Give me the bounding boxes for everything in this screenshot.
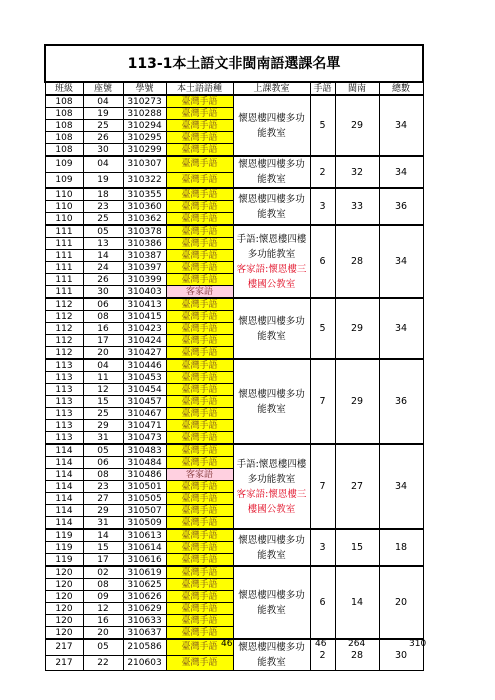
student-id-cell: 210586 xyxy=(123,639,166,655)
student-id-cell: 310505 xyxy=(123,493,166,505)
classroom-line: 手語:懷恩樓四樓多功能教室 xyxy=(236,458,307,485)
language-cell: 臺灣手語 xyxy=(166,408,233,420)
language-cell: 臺灣手語 xyxy=(166,554,233,567)
language-cell: 臺灣手語 xyxy=(166,591,233,603)
language-cell: 臺灣手語 xyxy=(166,188,233,201)
class-cell: 113 xyxy=(45,372,83,384)
student-id-cell: 310424 xyxy=(123,335,166,347)
minnan-count-cell: 29 xyxy=(335,298,379,359)
minnan-count-cell: 29 xyxy=(335,359,379,444)
class-cell: 120 xyxy=(45,566,83,579)
sign-count-cell: 7 xyxy=(310,444,335,529)
seat-cell: 09 xyxy=(83,591,123,603)
student-id-cell: 310483 xyxy=(123,444,166,457)
seat-cell: 11 xyxy=(83,372,123,384)
hakka-classroom-line: 客家語:懷恩樓三樓國公教室 xyxy=(236,263,307,290)
seat-cell: 29 xyxy=(83,420,123,432)
student-id-cell: 310397 xyxy=(123,262,166,274)
student-id-cell: 310294 xyxy=(123,120,166,132)
header-minnan: 閩南 xyxy=(335,82,379,95)
language-cell: 臺灣手語 xyxy=(166,517,233,530)
seat-cell: 31 xyxy=(83,432,123,445)
student-id-cell: 310629 xyxy=(123,603,166,615)
student-id-cell: 210603 xyxy=(123,655,166,670)
seat-cell: 19 xyxy=(83,108,123,120)
language-cell: 臺灣手語 xyxy=(166,262,233,274)
class-cell: 108 xyxy=(45,132,83,144)
total-sign: 46 xyxy=(315,639,327,649)
class-cell: 112 xyxy=(45,335,83,347)
class-cell: 119 xyxy=(45,542,83,554)
total-all: 310 xyxy=(409,639,427,649)
class-cell: 111 xyxy=(45,250,83,262)
class-cell: 110 xyxy=(45,201,83,213)
language-cell: 臺灣手語 xyxy=(166,225,233,238)
classroom-cell xyxy=(233,156,310,188)
student-id-cell: 310362 xyxy=(123,213,166,226)
table-row xyxy=(45,188,423,201)
total-count: 46 xyxy=(221,639,233,649)
class-cell: 108 xyxy=(45,120,83,132)
language-cell: 臺灣手語 xyxy=(166,432,233,445)
student-id-cell: 310633 xyxy=(123,615,166,627)
seat-cell: 30 xyxy=(83,286,123,299)
student-id-cell: 310637 xyxy=(123,627,166,640)
student-id-cell: 310471 xyxy=(123,420,166,432)
totals-row xyxy=(0,639,495,653)
classroom-cell xyxy=(233,225,310,298)
sign-count-cell: 2 xyxy=(310,639,335,671)
class-cell: 120 xyxy=(45,627,83,640)
student-id-cell: 310484 xyxy=(123,457,166,469)
student-id-cell: 310446 xyxy=(123,359,166,372)
seat-cell: 14 xyxy=(83,529,123,542)
class-cell: 111 xyxy=(45,238,83,250)
seat-cell: 08 xyxy=(83,311,123,323)
class-cell: 113 xyxy=(45,384,83,396)
seat-cell: 31 xyxy=(83,517,123,530)
total-minnan: 264 xyxy=(348,639,366,649)
language-cell: 臺灣手語 xyxy=(166,639,233,655)
total-count-cell: 34 xyxy=(379,298,423,359)
class-cell: 112 xyxy=(45,347,83,360)
seat-cell: 29 xyxy=(83,505,123,517)
classroom-line: 懷恩樓四樓多功能教室 xyxy=(238,193,305,220)
class-cell: 120 xyxy=(45,579,83,591)
student-id-cell: 310288 xyxy=(123,108,166,120)
language-cell: 臺灣手語 xyxy=(166,359,233,372)
seat-cell: 25 xyxy=(83,120,123,132)
language-cell: 臺灣手語 xyxy=(166,201,233,213)
student-id-cell: 310473 xyxy=(123,432,166,445)
header-sign-language: 手語 xyxy=(310,82,335,95)
student-id-cell: 310457 xyxy=(123,396,166,408)
language-cell: 臺灣手語 xyxy=(166,95,233,108)
classroom-line: 懷恩樓四樓多功能教室 xyxy=(238,315,305,342)
student-id-cell: 310360 xyxy=(123,201,166,213)
language-cell: 臺灣手語 xyxy=(166,493,233,505)
classroom-cell xyxy=(233,298,310,359)
seat-cell: 24 xyxy=(83,262,123,274)
student-id-cell: 310486 xyxy=(123,469,166,481)
class-cell: 113 xyxy=(45,408,83,420)
total-count-cell: 30 xyxy=(379,639,423,671)
language-cell: 客家語 xyxy=(166,469,233,481)
seat-cell: 15 xyxy=(83,396,123,408)
class-cell: 114 xyxy=(45,481,83,493)
classroom-line: 懷恩樓四樓多功能教室 xyxy=(238,534,305,561)
student-id-cell: 310273 xyxy=(123,95,166,108)
student-id-cell: 310453 xyxy=(123,372,166,384)
seat-cell: 26 xyxy=(83,274,123,286)
seat-cell: 22 xyxy=(83,655,123,670)
header-language: 本土語語種 xyxy=(166,82,233,95)
minnan-count-cell: 27 xyxy=(335,444,379,529)
class-cell: 120 xyxy=(45,615,83,627)
student-id-cell: 310299 xyxy=(123,144,166,157)
table-row xyxy=(45,444,423,457)
student-id-cell: 310509 xyxy=(123,517,166,530)
seat-cell: 05 xyxy=(83,639,123,655)
class-cell: 110 xyxy=(45,188,83,201)
minnan-count-cell: 29 xyxy=(335,95,379,156)
classroom-line: 懷恩樓四樓多功能教室 xyxy=(238,589,305,616)
classroom-cell xyxy=(233,188,310,225)
class-cell: 112 xyxy=(45,311,83,323)
class-cell: 108 xyxy=(45,95,83,108)
student-id-cell: 310626 xyxy=(123,591,166,603)
class-cell: 120 xyxy=(45,603,83,615)
total-count-cell: 34 xyxy=(379,225,423,298)
seat-cell: 27 xyxy=(83,493,123,505)
table-row xyxy=(45,225,423,238)
seat-cell: 04 xyxy=(83,156,123,172)
seat-cell: 19 xyxy=(83,172,123,188)
student-id-cell: 310322 xyxy=(123,172,166,188)
seat-cell: 12 xyxy=(83,384,123,396)
classroom-line: 懷恩樓四樓多功能教室 xyxy=(238,388,305,415)
class-cell: 111 xyxy=(45,262,83,274)
language-cell: 臺灣手語 xyxy=(166,505,233,517)
class-cell: 217 xyxy=(45,639,83,655)
language-cell: 臺灣手語 xyxy=(166,132,233,144)
student-id-cell: 310399 xyxy=(123,274,166,286)
class-cell: 114 xyxy=(45,469,83,481)
language-cell: 臺灣手語 xyxy=(166,420,233,432)
classroom-line: 懷恩樓四樓多功能教室 xyxy=(238,112,305,139)
seat-cell: 18 xyxy=(83,188,123,201)
language-cell: 客家語 xyxy=(166,286,233,299)
student-id-cell: 310501 xyxy=(123,481,166,493)
language-cell: 臺灣手語 xyxy=(166,384,233,396)
total-count-cell: 34 xyxy=(379,444,423,529)
seat-cell: 20 xyxy=(83,627,123,640)
classroom-cell xyxy=(233,359,310,444)
student-id-cell: 310386 xyxy=(123,238,166,250)
header-total: 總數 xyxy=(379,82,423,95)
language-cell: 臺灣手語 xyxy=(166,655,233,670)
class-cell: 113 xyxy=(45,359,83,372)
language-cell: 臺灣手語 xyxy=(166,172,233,188)
minnan-count-cell: 14 xyxy=(335,566,379,639)
seat-cell: 15 xyxy=(83,542,123,554)
seat-cell: 12 xyxy=(83,603,123,615)
language-cell: 臺灣手語 xyxy=(166,108,233,120)
seat-cell: 25 xyxy=(83,213,123,226)
language-cell: 臺灣手語 xyxy=(166,274,233,286)
class-cell: 217 xyxy=(45,655,83,670)
student-id-cell: 310295 xyxy=(123,132,166,144)
student-id-cell: 310387 xyxy=(123,250,166,262)
table-row xyxy=(45,156,423,172)
seat-cell: 05 xyxy=(83,444,123,457)
language-cell: 臺灣手語 xyxy=(166,396,233,408)
class-cell: 114 xyxy=(45,493,83,505)
class-cell: 119 xyxy=(45,554,83,567)
total-count-cell: 34 xyxy=(379,95,423,156)
sign-count-cell: 3 xyxy=(310,188,335,225)
header-student-id: 學號 xyxy=(123,82,166,95)
seat-cell: 26 xyxy=(83,132,123,144)
class-cell: 112 xyxy=(45,298,83,311)
minnan-count-cell: 32 xyxy=(335,156,379,188)
classroom-line: 手語:懷恩樓四樓多功能教室 xyxy=(236,233,307,260)
total-count-cell: 36 xyxy=(379,359,423,444)
student-id-cell: 310307 xyxy=(123,156,166,172)
seat-cell: 06 xyxy=(83,457,123,469)
seat-cell: 20 xyxy=(83,347,123,360)
language-cell: 臺灣手語 xyxy=(166,529,233,542)
seat-cell: 16 xyxy=(83,323,123,335)
sign-count-cell: 6 xyxy=(310,225,335,298)
sign-count-cell: 6 xyxy=(310,566,335,639)
class-cell: 111 xyxy=(45,274,83,286)
class-cell: 114 xyxy=(45,444,83,457)
language-cell: 臺灣手語 xyxy=(166,457,233,469)
seat-cell: 17 xyxy=(83,335,123,347)
table-row xyxy=(45,95,423,108)
language-cell: 臺灣手語 xyxy=(166,579,233,591)
class-cell: 111 xyxy=(45,286,83,299)
class-cell: 119 xyxy=(45,529,83,542)
class-cell: 114 xyxy=(45,505,83,517)
student-id-cell: 310625 xyxy=(123,579,166,591)
language-cell: 臺灣手語 xyxy=(166,323,233,335)
class-cell: 112 xyxy=(45,323,83,335)
language-cell: 臺灣手語 xyxy=(166,603,233,615)
language-cell: 臺灣手語 xyxy=(166,335,233,347)
header-row xyxy=(45,82,423,95)
student-id-cell: 310616 xyxy=(123,554,166,567)
sign-count-cell: 7 xyxy=(310,359,335,444)
header-classroom: 上課教室 xyxy=(233,82,310,95)
table-row xyxy=(45,298,423,311)
student-id-cell: 310423 xyxy=(123,323,166,335)
seat-cell: 02 xyxy=(83,566,123,579)
class-cell: 113 xyxy=(45,420,83,432)
student-id-cell: 310507 xyxy=(123,505,166,517)
course-selection-table xyxy=(44,44,427,671)
language-cell: 臺灣手語 xyxy=(166,481,233,493)
sign-count-cell: 2 xyxy=(310,156,335,188)
total-count-cell: 34 xyxy=(379,156,423,188)
table-row xyxy=(45,359,423,372)
language-cell: 臺灣手語 xyxy=(166,120,233,132)
class-cell: 114 xyxy=(45,457,83,469)
student-id-cell: 310619 xyxy=(123,566,166,579)
class-cell: 113 xyxy=(45,432,83,445)
class-cell: 108 xyxy=(45,144,83,157)
class-cell: 110 xyxy=(45,213,83,226)
classroom-line: 懷恩樓四樓多功能教室 xyxy=(238,159,305,185)
total-count-cell: 36 xyxy=(379,188,423,225)
language-cell: 臺灣手語 xyxy=(166,238,233,250)
language-cell: 臺灣手語 xyxy=(166,144,233,157)
class-cell: 120 xyxy=(45,591,83,603)
student-id-cell: 310454 xyxy=(123,384,166,396)
table-row xyxy=(45,529,423,542)
seat-cell: 30 xyxy=(83,144,123,157)
table-row xyxy=(45,566,423,579)
classroom-cell xyxy=(233,566,310,639)
sign-count-cell: 5 xyxy=(310,298,335,359)
page-title: 113-1本土語文非閩南語選課名單 xyxy=(45,45,423,82)
total-count-cell: 20 xyxy=(379,566,423,639)
language-cell: 臺灣手語 xyxy=(166,156,233,172)
student-id-cell: 310403 xyxy=(123,286,166,299)
minnan-count-cell: 33 xyxy=(335,188,379,225)
minnan-count-cell: 15 xyxy=(335,529,379,566)
class-cell: 114 xyxy=(45,517,83,530)
seat-cell: 08 xyxy=(83,469,123,481)
language-cell: 臺灣手語 xyxy=(166,311,233,323)
hakka-classroom-line: 客家語:懷恩樓三樓國公教室 xyxy=(236,488,307,515)
student-id-cell: 310614 xyxy=(123,542,166,554)
class-cell: 109 xyxy=(45,172,83,188)
language-cell: 臺灣手語 xyxy=(166,213,233,226)
seat-cell: 06 xyxy=(83,298,123,311)
student-id-cell: 310355 xyxy=(123,188,166,201)
sign-count-cell: 3 xyxy=(310,529,335,566)
seat-cell: 25 xyxy=(83,408,123,420)
seat-cell: 05 xyxy=(83,225,123,238)
student-id-cell: 310467 xyxy=(123,408,166,420)
language-cell: 臺灣手語 xyxy=(166,444,233,457)
seat-cell: 23 xyxy=(83,481,123,493)
classroom-cell xyxy=(233,444,310,529)
sign-count-cell: 5 xyxy=(310,95,335,156)
student-id-cell: 310415 xyxy=(123,311,166,323)
seat-cell: 23 xyxy=(83,201,123,213)
table-body xyxy=(45,95,423,671)
student-id-cell: 310613 xyxy=(123,529,166,542)
language-cell: 臺灣手語 xyxy=(166,542,233,554)
student-id-cell: 310378 xyxy=(123,225,166,238)
language-cell: 臺灣手語 xyxy=(166,298,233,311)
student-id-cell: 310413 xyxy=(123,298,166,311)
student-id-cell: 310427 xyxy=(123,347,166,360)
class-cell: 111 xyxy=(45,225,83,238)
language-cell: 臺灣手語 xyxy=(166,250,233,262)
language-cell: 臺灣手語 xyxy=(166,627,233,640)
language-cell: 臺灣手語 xyxy=(166,566,233,579)
seat-cell: 08 xyxy=(83,579,123,591)
seat-cell: 04 xyxy=(83,95,123,108)
class-cell: 108 xyxy=(45,108,83,120)
classroom-cell xyxy=(233,95,310,156)
seat-cell: 04 xyxy=(83,359,123,372)
language-cell: 臺灣手語 xyxy=(166,372,233,384)
class-cell: 109 xyxy=(45,156,83,172)
language-cell: 臺灣手語 xyxy=(166,347,233,360)
seat-cell: 13 xyxy=(83,238,123,250)
seat-cell: 17 xyxy=(83,554,123,567)
minnan-count-cell: 28 xyxy=(335,639,379,671)
total-count-cell: 18 xyxy=(379,529,423,566)
language-cell: 臺灣手語 xyxy=(166,615,233,627)
seat-cell: 14 xyxy=(83,250,123,262)
minnan-count-cell: 28 xyxy=(335,225,379,298)
header-seat: 座號 xyxy=(83,82,123,95)
class-cell: 113 xyxy=(45,396,83,408)
classroom-line: 懷恩樓四樓多功能教室 xyxy=(238,642,305,668)
classroom-cell xyxy=(233,529,310,566)
seat-cell: 16 xyxy=(83,615,123,627)
header-class: 班級 xyxy=(45,82,83,95)
